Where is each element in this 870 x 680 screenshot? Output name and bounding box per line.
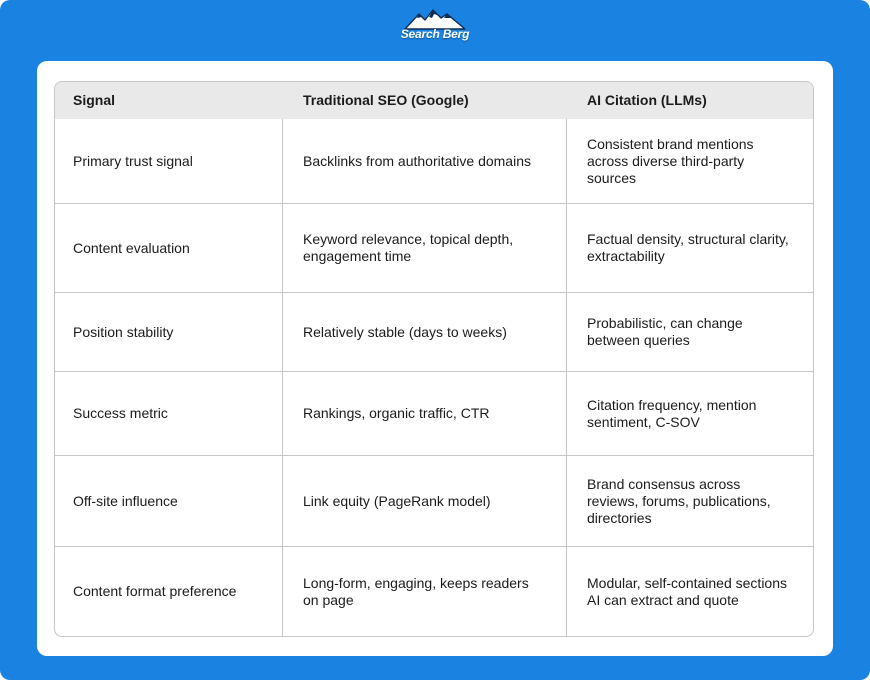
cell-traditional-seo: Link equity (PageRank model) (283, 456, 567, 547)
header-traditional-seo: Traditional SEO (Google) (283, 82, 567, 119)
cell-traditional-seo: Relatively stable (days to weeks) (283, 293, 567, 372)
table-row (55, 547, 813, 636)
cell-ai-citation: Factual density, structural clarity, extractability (567, 204, 813, 293)
cell-signal: Off-site influence (55, 456, 283, 547)
cell-ai-citation: Brand consensus across reviews, forums, publications, directories (567, 456, 813, 547)
cell-signal: Primary trust signal (55, 119, 283, 204)
cell-ai-citation: Modular, self-contained sections AI can extract and quote (587, 574, 787, 608)
cell-signal: Success metric (55, 372, 283, 456)
cell-ai-citation: Probabilistic, can change between queries (567, 293, 813, 372)
table-row (55, 293, 813, 372)
cell-signal: Content evaluation (55, 204, 283, 293)
header-ai-citation: AI Citation (LLMs) (567, 82, 813, 119)
cell-traditional-seo: Keyword relevance, topical depth, engagement time (283, 204, 567, 293)
table-row (55, 456, 813, 547)
cell-signal: Content format preference (55, 547, 283, 636)
comparison-table (54, 81, 814, 637)
cell-traditional-seo: Long-form, engaging, keeps readers on page (283, 547, 567, 636)
logo-text: Search Berg (400, 27, 470, 41)
content-card (37, 61, 833, 656)
table-row (55, 204, 813, 293)
brand-logo (385, 8, 485, 48)
table-row (55, 372, 813, 456)
cell-traditional-seo: Rankings, organic traffic, CTR (283, 372, 567, 456)
cell-traditional-seo: Backlinks from authoritative domains (283, 119, 567, 204)
table-row (55, 119, 813, 204)
cell-signal: Position stability (55, 293, 283, 372)
header-signal: Signal (55, 82, 283, 119)
cell-ai-citation: Consistent brand mentions across diverse third-party sources (567, 119, 813, 204)
cell-ai-citation: Citation frequency, mention sentiment, C-SOV (567, 372, 813, 456)
header-row (55, 82, 813, 119)
